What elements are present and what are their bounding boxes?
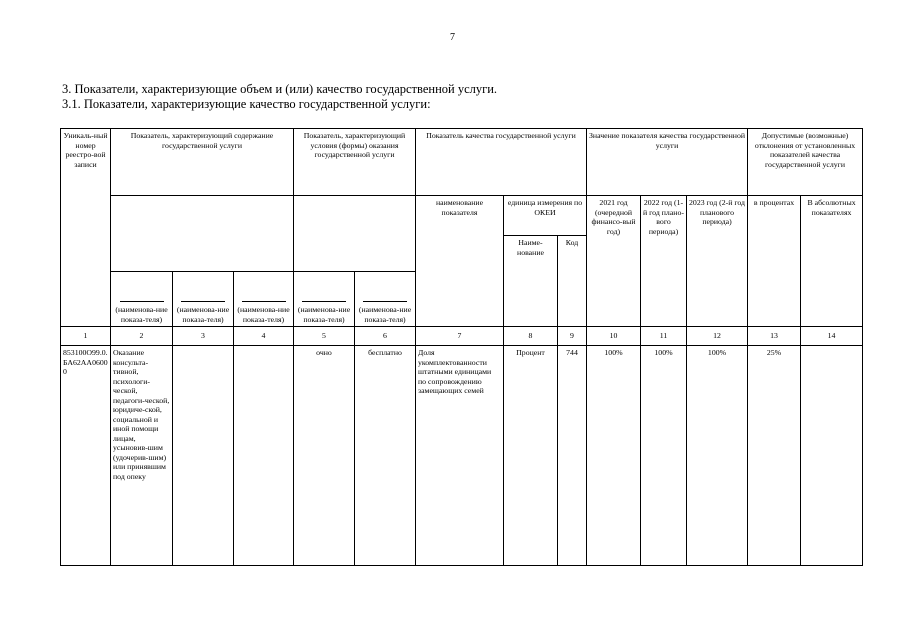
blank-line [181,301,225,302]
conditions-spacer [294,196,416,272]
header-unit: единица измерения по ОКЕИ [504,196,587,236]
column-number: 5 [294,327,355,346]
subheader-indicator-3: (наименова-ние показа-теля) [234,272,294,327]
column-number: 6 [355,327,416,346]
column-number: 1 [61,327,111,346]
subsection-heading: 3.1. Показатели, характеризующие качество государственной услуги: [62,97,431,111]
column-number: 10 [587,327,641,346]
blank-line [363,301,407,302]
cell-value-2021: 100% [587,346,641,566]
subheader-indicator-2: (наименова-ние показа-теля) [173,272,234,327]
cell-form: очно [294,346,355,566]
cell-unit-name: Процент [504,346,558,566]
cell-value-2023: 100% [687,346,748,566]
blank-line [242,301,286,302]
table-row [61,346,863,566]
subheader-indicator-4: (наименова-ние показа-теля) [294,272,355,327]
header-content-indicator: Показатель, характеризующий содержание государственной услуги [111,129,294,196]
header-unit-code: Код [558,236,587,327]
blank-line [120,301,164,302]
column-number: 3 [173,327,234,346]
header-quality-value: Значение показателя качества государственной услуги [587,129,748,196]
header-quality-indicator: Показатель качества государственной услуги [416,129,587,196]
column-number: 8 [504,327,558,346]
subheader-indicator-5: (наименова-ние показа-теля) [355,272,416,327]
header-conditions-indicator: Показатель, характеризующий условия (формы) оказания государственной услуги [294,129,416,196]
column-number: 9 [558,327,587,346]
cell-service-content: Оказание консульта-тивной, психологи-ческой, педагоги-ческой, юридиче-ской, социальной и иной помощи лицам, усыновив-шим (удочерив-шим) или принявшим под опеку [111,346,173,566]
header-year-2021: 2021 год (очередной финансо-вый год) [587,196,641,327]
header-deviation: Допустимые (возможные) отклонения от установленных показателей качества государственной услуги [748,129,863,196]
column-number: 11 [641,327,687,346]
header-indicator-name: наименование показателя [416,196,504,327]
blank-line [302,301,346,302]
cell-deviation-absolute [801,346,863,566]
cell-registry-number: 853100О99.0.БА62АА0600 0 [61,346,111,566]
cell-value-2022: 100% [641,346,687,566]
page-number: 7 [450,32,455,43]
column-numbers-row [61,327,863,346]
section-heading: 3. Показатели, характеризующие объем и (или) качество государственной услуги. [62,82,498,96]
header-in-absolute: В абсолютных показателях [801,196,863,327]
column-number: 2 [111,327,173,346]
quality-indicators-table [60,128,863,566]
cell-payment: бесплатно [355,346,416,566]
cell-content-2 [173,346,234,566]
subheader-indicator-1: (наименова-ние показа-теля) [111,272,173,327]
cell-deviation-percent: 25% [748,346,801,566]
column-number: 7 [416,327,504,346]
column-number: 4 [234,327,294,346]
cell-content-3 [234,346,294,566]
column-number: 14 [801,327,863,346]
column-number: 13 [748,327,801,346]
header-unique-number: Уникаль-ный номер реестро-вой записи [61,129,111,327]
header-in-percent: в процентах [748,196,801,327]
cell-indicator-name: Доля укомплектованности штатными единицами по сопровождению замещающих семей [416,346,504,566]
cell-unit-code: 744 [558,346,587,566]
content-spacer [111,196,294,272]
header-unit-name: Наиме-нование [504,236,558,327]
header-year-2022: 2022 год (1-й год плано-вого периода) [641,196,687,327]
column-number: 12 [687,327,748,346]
header-year-2023: 2023 год (2-й год планового периода) [687,196,748,327]
